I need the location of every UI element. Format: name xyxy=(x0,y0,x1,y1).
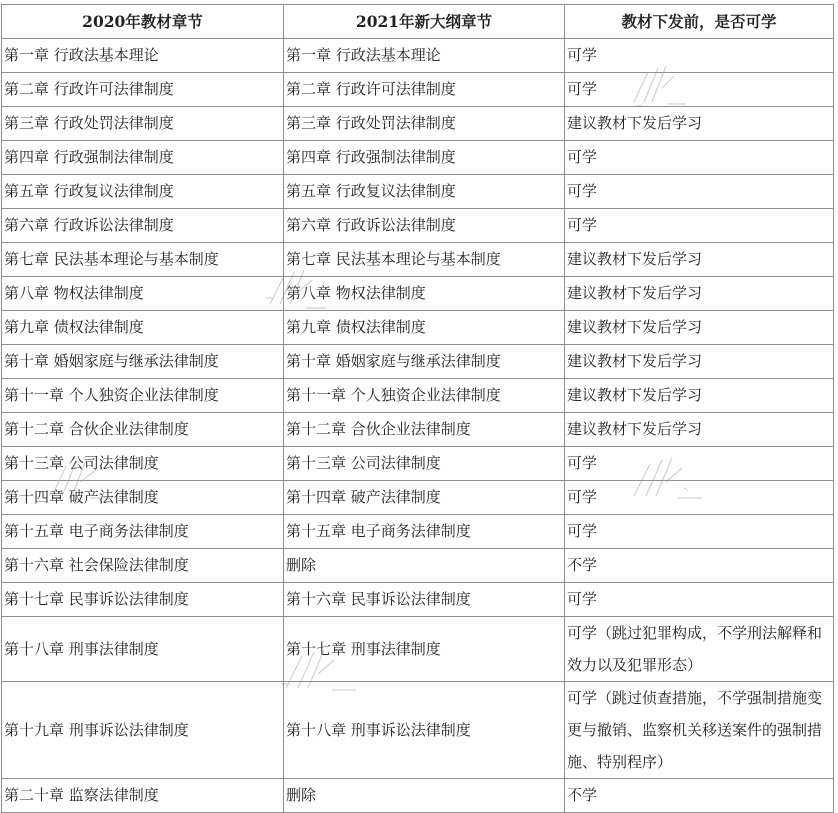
table-row xyxy=(2,515,834,549)
table-row xyxy=(2,413,834,447)
cell-study-status: 可学 xyxy=(565,447,834,481)
cell-2020-chapter: 第四章 行政强制法律制度 xyxy=(2,141,284,175)
cell-2021-chapter: 第六章 行政诉讼法律制度 xyxy=(284,209,565,243)
cell-study-status: 可学 xyxy=(565,515,834,549)
cell-study-status: 建议教材下发后学习 xyxy=(565,413,834,447)
cell-study-status: 不学 xyxy=(565,549,834,583)
cell-2021-chapter: 第八章 物权法律制度 xyxy=(284,277,565,311)
cell-2020-chapter: 第一章 行政法基本理论 xyxy=(2,39,284,73)
table-row xyxy=(2,379,834,413)
cell-study-status: 可学 xyxy=(565,209,834,243)
cell-2020-chapter: 第十一章 个人独资企业法律制度 xyxy=(2,379,284,413)
table-row xyxy=(2,447,834,481)
cell-study-status: 可学 xyxy=(565,481,834,515)
table-row xyxy=(2,141,834,175)
header-2020-chapters: 2020年教材章节 xyxy=(2,5,284,39)
table-row xyxy=(2,39,834,73)
cell-2021-chapter: 第十章 婚姻家庭与继承法律制度 xyxy=(284,345,565,379)
cell-study-status: 可学 xyxy=(565,175,834,209)
cell-study-status: 可学（跳过犯罪构成，不学刑法解释和效力以及犯罪形态） xyxy=(565,617,834,682)
cell-2021-chapter: 第十四章 破产法律制度 xyxy=(284,481,565,515)
cell-study-status: 可学 xyxy=(565,73,834,107)
cell-2020-chapter: 第十八章 刑事法律制度 xyxy=(2,617,284,682)
cell-2020-chapter: 第六章 行政诉讼法律制度 xyxy=(2,209,284,243)
cell-2021-chapter: 第五章 行政复议法律制度 xyxy=(284,175,565,209)
table-row xyxy=(2,277,834,311)
cell-study-status: 可学 xyxy=(565,39,834,73)
cell-2020-chapter: 第二章 行政许可法律制度 xyxy=(2,73,284,107)
cell-2021-chapter: 第十八章 刑事诉讼法律制度 xyxy=(284,682,565,779)
cell-2021-chapter: 第十五章 电子商务法律制度 xyxy=(284,515,565,549)
table-row xyxy=(2,209,834,243)
table-row xyxy=(2,617,834,682)
cell-2020-chapter: 第三章 行政处罚法律制度 xyxy=(2,107,284,141)
cell-2020-chapter: 第十四章 破产法律制度 xyxy=(2,481,284,515)
cell-2020-chapter: 第五章 行政复议法律制度 xyxy=(2,175,284,209)
table-row xyxy=(2,481,834,515)
cell-2021-chapter: 第九章 债权法律制度 xyxy=(284,311,565,345)
cell-2021-chapter: 第十三章 公司法律制度 xyxy=(284,447,565,481)
table-row xyxy=(2,243,834,277)
table-row xyxy=(2,583,834,617)
cell-study-status: 建议教材下发后学习 xyxy=(565,311,834,345)
cell-2020-chapter: 第十七章 民事诉讼法律制度 xyxy=(2,583,284,617)
chapter-comparison-table xyxy=(1,4,834,813)
table-row xyxy=(2,73,834,107)
cell-2020-chapter: 第十九章 刑事诉讼法律制度 xyxy=(2,682,284,779)
cell-study-status: 建议教材下发后学习 xyxy=(565,277,834,311)
cell-2020-chapter: 第八章 物权法律制度 xyxy=(2,277,284,311)
cell-2020-chapter: 第七章 民法基本理论与基本制度 xyxy=(2,243,284,277)
cell-2020-chapter: 第十三章 公司法律制度 xyxy=(2,447,284,481)
cell-study-status: 可学（跳过侦查措施，不学强制措施变更与撤销、监察机关移送案件的强制措施、特别程序） xyxy=(565,682,834,779)
cell-study-status: 不学 xyxy=(565,779,834,813)
header-2021-chapters: 2021年新大纲章节 xyxy=(284,5,565,39)
cell-2021-chapter: 第一章 行政法基本理论 xyxy=(284,39,565,73)
cell-2021-chapter: 删除 xyxy=(284,549,565,583)
table-row xyxy=(2,682,834,779)
cell-2020-chapter: 第二十章 监察法律制度 xyxy=(2,779,284,813)
cell-study-status: 可学 xyxy=(565,141,834,175)
table-row xyxy=(2,107,834,141)
table-header-row xyxy=(2,5,834,39)
cell-2020-chapter: 第十六章 社会保险法律制度 xyxy=(2,549,284,583)
cell-study-status: 建议教材下发后学习 xyxy=(565,379,834,413)
table-row xyxy=(2,175,834,209)
cell-2021-chapter: 第十一章 个人独资企业法律制度 xyxy=(284,379,565,413)
cell-study-status: 建议教材下发后学习 xyxy=(565,243,834,277)
cell-2020-chapter: 第十五章 电子商务法律制度 xyxy=(2,515,284,549)
table-row xyxy=(2,779,834,813)
cell-2021-chapter: 第二章 行政许可法律制度 xyxy=(284,73,565,107)
cell-2021-chapter: 第十七章 刑事法律制度 xyxy=(284,617,565,682)
cell-2021-chapter: 第四章 行政强制法律制度 xyxy=(284,141,565,175)
header-study-before-textbook: 教材下发前，是否可学 xyxy=(565,5,834,39)
table-row xyxy=(2,549,834,583)
table-row xyxy=(2,311,834,345)
table-row xyxy=(2,345,834,379)
cell-2020-chapter: 第十二章 合伙企业法律制度 xyxy=(2,413,284,447)
cell-study-status: 建议教材下发后学习 xyxy=(565,345,834,379)
cell-2021-chapter: 删除 xyxy=(284,779,565,813)
cell-study-status: 建议教材下发后学习 xyxy=(565,107,834,141)
cell-study-status: 可学 xyxy=(565,583,834,617)
cell-2021-chapter: 第三章 行政处罚法律制度 xyxy=(284,107,565,141)
cell-2021-chapter: 第十六章 民事诉讼法律制度 xyxy=(284,583,565,617)
cell-2020-chapter: 第十章 婚姻家庭与继承法律制度 xyxy=(2,345,284,379)
cell-2020-chapter: 第九章 债权法律制度 xyxy=(2,311,284,345)
cell-2021-chapter: 第十二章 合伙企业法律制度 xyxy=(284,413,565,447)
cell-2021-chapter: 第七章 民法基本理论与基本制度 xyxy=(284,243,565,277)
